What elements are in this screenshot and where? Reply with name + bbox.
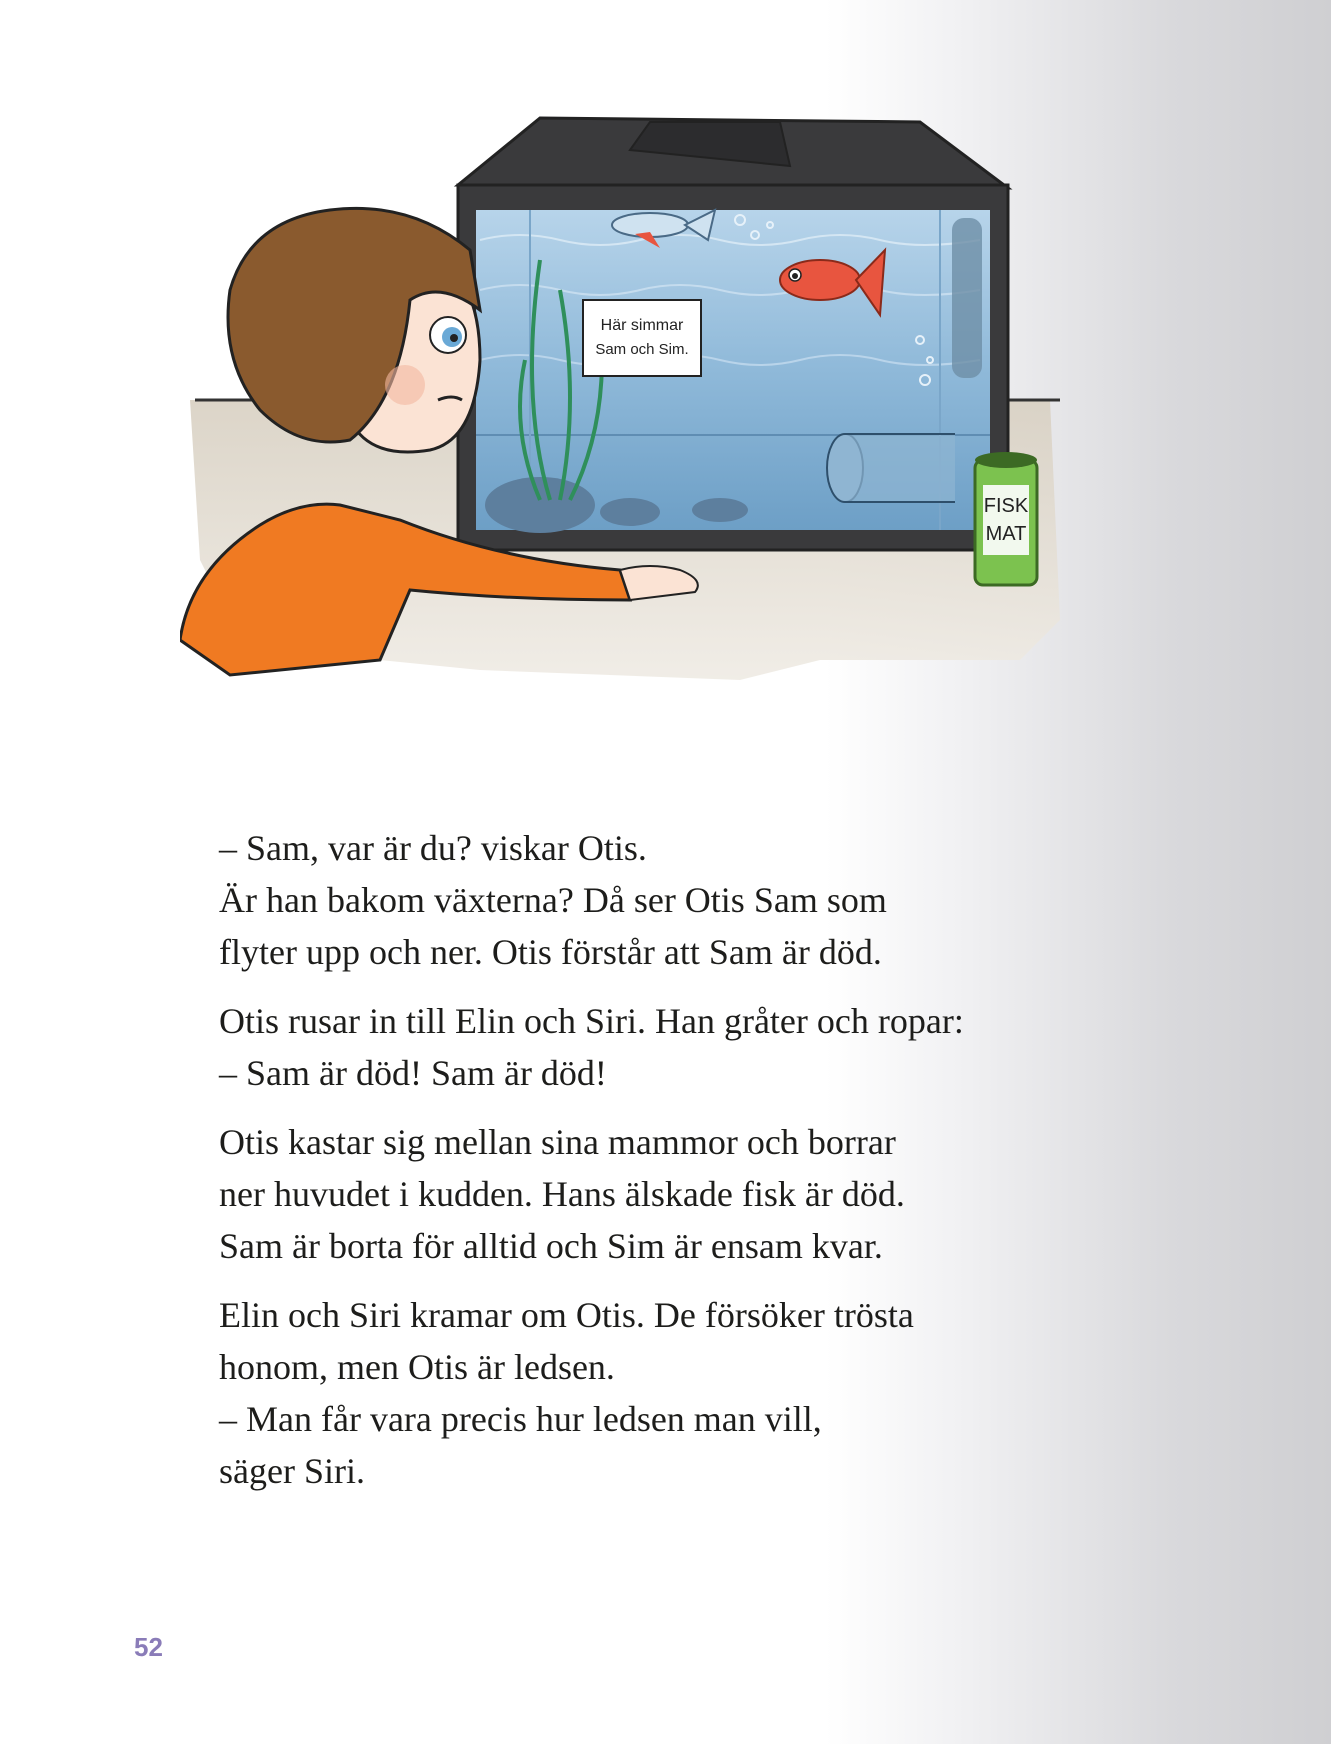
text-line: Sam är borta för alltid och Sim är ensam kvar. [219,1226,883,1266]
food-can-line1: FISK [983,495,1029,517]
text-line: honom, men Otis är ledsen. [219,1347,615,1387]
text-line: – Sam är död! Sam är död! [219,1053,607,1093]
text-line: Elin och Siri kramar om Otis. De försöker trösta [219,1295,914,1335]
text-line: Är han bakom växterna? Då ser Otis Sam som [219,880,887,920]
paragraph [219,995,1099,1099]
paragraph [219,1289,1099,1497]
text-line: – Sam, var är du? viskar Otis. [219,828,647,868]
text-line: säger Siri. [219,1451,365,1491]
rock [692,498,748,522]
filter-pipe [952,218,982,378]
tank-sign [583,300,701,376]
text-line: Otis rusar in till Elin och Siri. Han gråter och ropar: [219,1001,964,1041]
text-line: ner huvudet i kudden. Hans älskade fisk är död. [219,1174,905,1214]
text-line: flyter upp och ner. Otis förstår att Sam är död. [219,932,882,972]
tank-sign-line1: Här simmar [600,317,684,334]
paragraph [219,1116,1099,1272]
rock [600,498,660,526]
story-text [219,822,1099,1514]
page-number: 52 [134,1632,163,1662]
food-can-line2: MAT [985,523,1027,545]
paragraph [219,822,1099,978]
illustration-svg [180,100,1190,760]
text-line: – Man får vara precis hur ledsen man vill, [219,1399,822,1439]
tank-sign-line2: Sam och Sim. [595,341,689,358]
aquarium-illustration [180,100,1190,760]
text-line: Otis kastar sig mellan sina mammor och borrar [219,1122,896,1162]
fish-food-can [975,452,1037,585]
